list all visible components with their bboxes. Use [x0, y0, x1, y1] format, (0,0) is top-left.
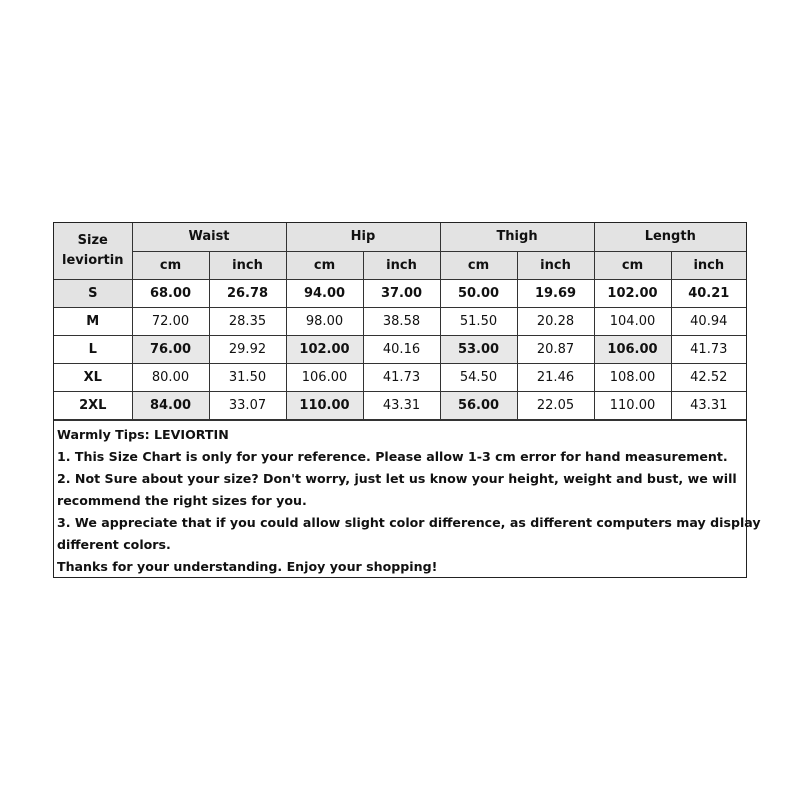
table-row: [54, 335, 746, 363]
value-cell: 94.00: [286, 279, 363, 307]
group-header-length: Length: [594, 223, 746, 251]
unit-header-cm: cm: [132, 251, 209, 279]
group-header-row: [54, 223, 746, 251]
table-row: [54, 391, 746, 419]
value-cell: 80.00: [132, 363, 209, 391]
value-cell: 53.00: [440, 335, 517, 363]
unit-header-row: [54, 251, 746, 279]
group-header-hip: Hip: [286, 223, 440, 251]
value-cell: 28.35: [209, 307, 286, 335]
group-header-thigh: Thigh: [440, 223, 594, 251]
table-row: [54, 279, 746, 307]
size-cell: 2XL: [54, 391, 132, 419]
value-cell: 21.46: [517, 363, 594, 391]
size-cell: S: [54, 279, 132, 307]
unit-header-inch: inch: [671, 251, 746, 279]
value-cell: 38.58: [363, 307, 440, 335]
tips-title: Warmly Tips: LEVIORTIN: [57, 426, 229, 442]
unit-header-cm: cm: [594, 251, 671, 279]
value-cell: 26.78: [209, 279, 286, 307]
unit-header-inch: inch: [209, 251, 286, 279]
value-cell: 33.07: [209, 391, 286, 419]
value-cell: 51.50: [440, 307, 517, 335]
tips-section: [54, 420, 761, 578]
size-cell: L: [54, 335, 132, 363]
table-row: [54, 307, 746, 335]
value-cell: 106.00: [286, 363, 363, 391]
value-cell: 41.73: [671, 335, 746, 363]
group-header-waist: Waist: [132, 223, 286, 251]
unit-header-cm: cm: [286, 251, 363, 279]
value-cell: 40.16: [363, 335, 440, 363]
size-chart: [53, 222, 761, 578]
value-cell: 31.50: [209, 363, 286, 391]
unit-header-inch: inch: [517, 251, 594, 279]
size-header-line1: Size: [77, 232, 108, 248]
value-cell: 102.00: [286, 335, 363, 363]
size-cell: XL: [54, 363, 132, 391]
value-cell: 104.00: [594, 307, 671, 335]
value-cell: 98.00: [286, 307, 363, 335]
value-cell: 56.00: [440, 391, 517, 419]
value-cell: 110.00: [286, 391, 363, 419]
value-cell: 40.21: [671, 279, 746, 307]
value-cell: 43.31: [671, 391, 746, 419]
value-cell: 43.31: [363, 391, 440, 419]
tips-line: 1. This Size Chart is only for your reference. Please allow 1-3 cm error for hand measurement.: [57, 448, 728, 464]
tips-line: 3. We appreciate that if you could allow slight color difference, as different computers may display: [57, 514, 761, 530]
value-cell: 40.94: [671, 307, 746, 335]
value-cell: 54.50: [440, 363, 517, 391]
value-cell: 37.00: [363, 279, 440, 307]
value-cell: 72.00: [132, 307, 209, 335]
value-cell: 20.87: [517, 335, 594, 363]
unit-header-cm: cm: [440, 251, 517, 279]
unit-header-inch: inch: [363, 251, 440, 279]
size-header: [54, 223, 132, 279]
size-table: [54, 223, 746, 420]
value-cell: 68.00: [132, 279, 209, 307]
value-cell: 22.05: [517, 391, 594, 419]
value-cell: 76.00: [132, 335, 209, 363]
value-cell: 110.00: [594, 391, 671, 419]
value-cell: 84.00: [132, 391, 209, 419]
table-row: [54, 363, 746, 391]
value-cell: 29.92: [209, 335, 286, 363]
value-cell: 20.28: [517, 307, 594, 335]
value-cell: 108.00: [594, 363, 671, 391]
value-cell: 50.00: [440, 279, 517, 307]
value-cell: 41.73: [363, 363, 440, 391]
value-cell: 42.52: [671, 363, 746, 391]
value-cell: 106.00: [594, 335, 671, 363]
size-header-line2: leviortin: [62, 252, 124, 268]
tips-line: recommend the right sizes for you.: [57, 492, 307, 508]
size-cell: M: [54, 307, 132, 335]
value-cell: 19.69: [517, 279, 594, 307]
value-cell: 102.00: [594, 279, 671, 307]
tips-closing: Thanks for your understanding. Enjoy your shopping!: [57, 558, 438, 574]
tips-line: 2. Not Sure about your size? Don't worry, just let us know your height, weight and bust, we will: [57, 470, 737, 486]
tips-line: different colors.: [57, 536, 171, 552]
